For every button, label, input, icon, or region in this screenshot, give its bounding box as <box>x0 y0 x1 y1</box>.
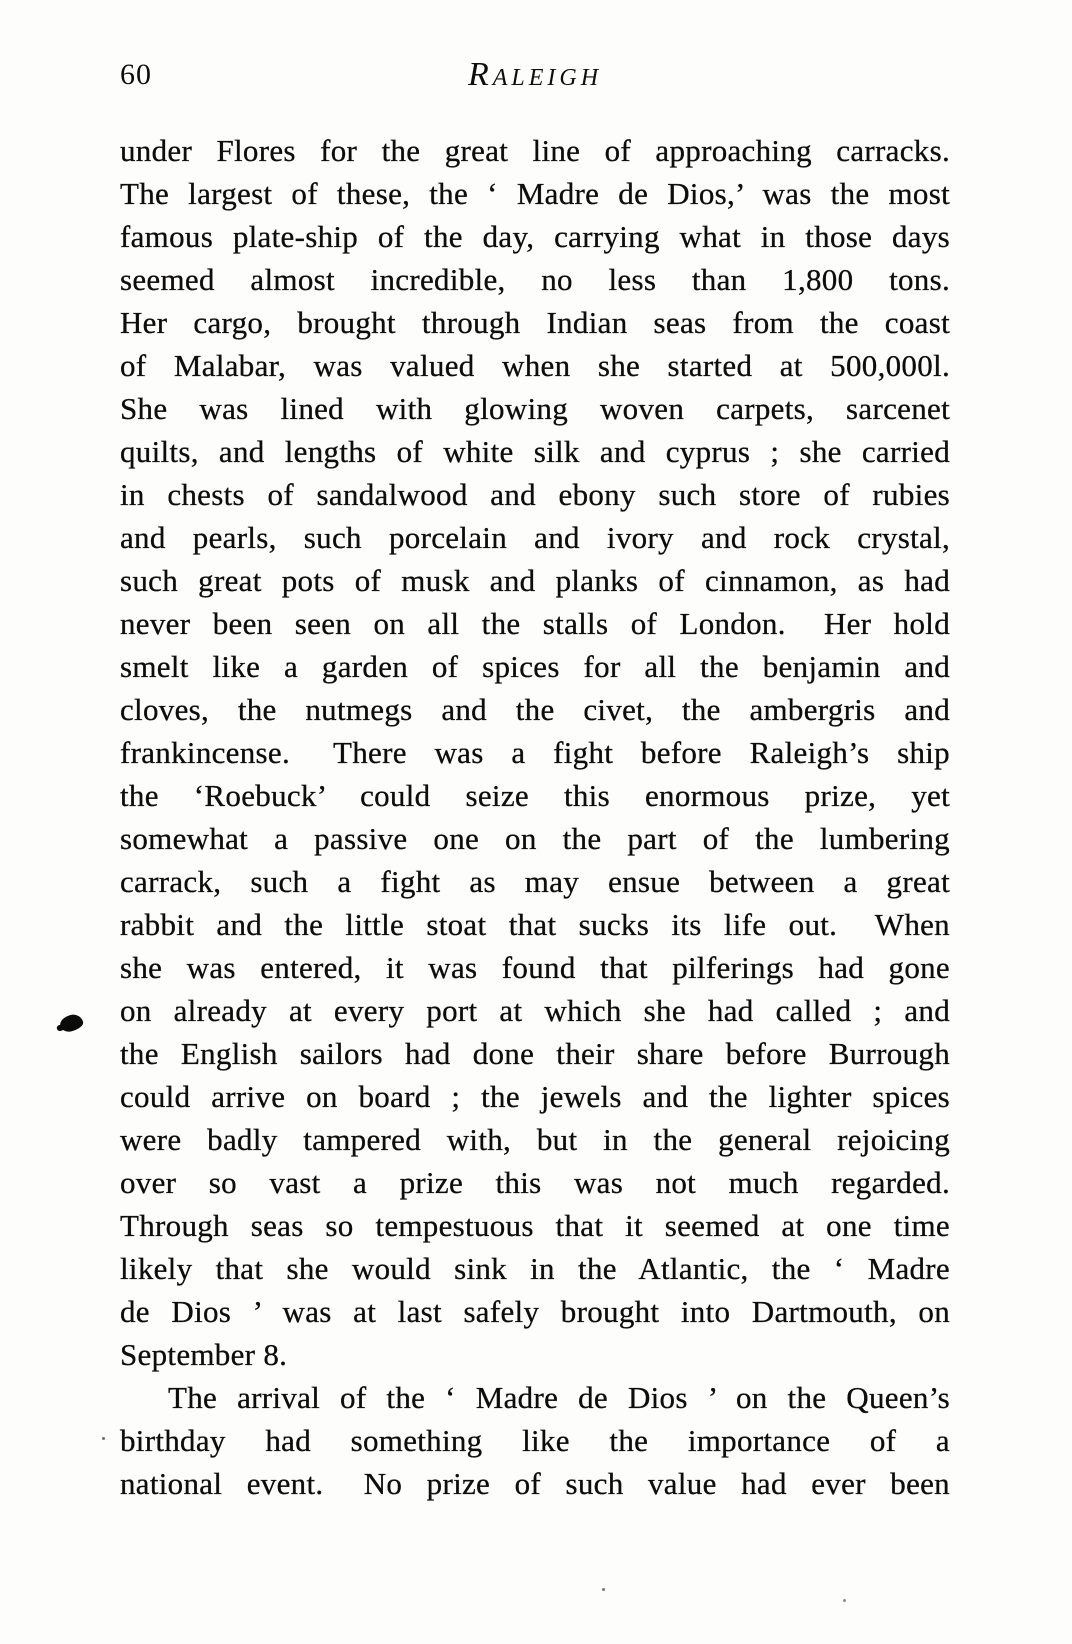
text-block <box>120 129 950 1505</box>
text-line: could arrive on board ; the jewels and the lighter spices <box>120 1079 950 1114</box>
text-line: September 8. <box>120 1337 288 1372</box>
page-header <box>120 56 950 96</box>
text-line: birthday had something like the importance of a <box>120 1423 950 1458</box>
text-line: such great pots of musk and planks of cinnamon, as had <box>120 563 950 598</box>
ink-speck <box>843 1599 846 1602</box>
running-title: Raleigh <box>467 56 603 93</box>
text-line: The arrival of the ‘ Madre de Dios ’ on the Queen’s <box>168 1380 950 1415</box>
text-line: rabbit and the little stoat that sucks its life out. When <box>120 907 950 942</box>
text-line: the English sailors had done their share before Burrough <box>120 1036 950 1071</box>
text-line: national event. No prize of such value had ever been <box>120 1466 950 1501</box>
ink-blot-artifact <box>58 1012 84 1033</box>
text-line: on already at every port at which she had called ; and <box>120 993 950 1028</box>
text-line: the ‘Roebuck’ could seize this enormous prize, yet <box>120 778 950 813</box>
text-line: de Dios ’ was at last safely brought into Dartmouth, on <box>120 1294 950 1329</box>
text-line: never been seen on all the stalls of London. Her hold <box>120 606 950 641</box>
ink-speck <box>602 1588 605 1591</box>
text-line: seemed almost incredible, no less than 1,800 tons. <box>120 262 950 297</box>
text-line: somewhat a passive one on the part of the lumbering <box>120 821 950 856</box>
page-number: 60 <box>120 58 152 91</box>
text-line: of Malabar, was valued when she started at 500,000l. <box>120 348 950 383</box>
text-line: The largest of these, the ‘ Madre de Dios,’ was the most <box>120 176 950 211</box>
text-line: She was lined with glowing woven carpets, sarcenet <box>120 391 950 426</box>
text-line: and pearls, such porcelain and ivory and rock crystal, <box>120 520 950 555</box>
text-line: carrack, such a fight as may ensue between a great <box>120 864 950 899</box>
text-line: likely that she would sink in the Atlantic, the ‘ Madre <box>120 1251 950 1286</box>
text-line: quilts, and lengths of white silk and cyprus ; she carried <box>120 434 950 469</box>
text-line: under Flores for the great line of approaching carracks. <box>120 133 950 168</box>
ink-speck <box>102 1437 105 1440</box>
text-line: cloves, the nutmegs and the civet, the ambergris and <box>120 692 950 727</box>
text-line: she was entered, it was found that pilferings had gone <box>120 950 950 985</box>
text-line: over so vast a prize this was not much regarded. <box>120 1165 950 1200</box>
text-line: in chests of sandalwood and ebony such store of rubies <box>120 477 950 512</box>
text-line: smelt like a garden of spices for all the benjamin and <box>120 649 950 684</box>
text-line: Her cargo, brought through Indian seas from the coast <box>120 305 950 340</box>
text-line: famous plate-ship of the day, carrying what in those days <box>120 219 950 254</box>
text-line: frankincense. There was a fight before Raleigh’s ship <box>120 735 950 770</box>
text-line: Through seas so tempestuous that it seemed at one time <box>120 1208 950 1243</box>
text-line: were badly tampered with, but in the general rejoicing <box>120 1122 950 1157</box>
